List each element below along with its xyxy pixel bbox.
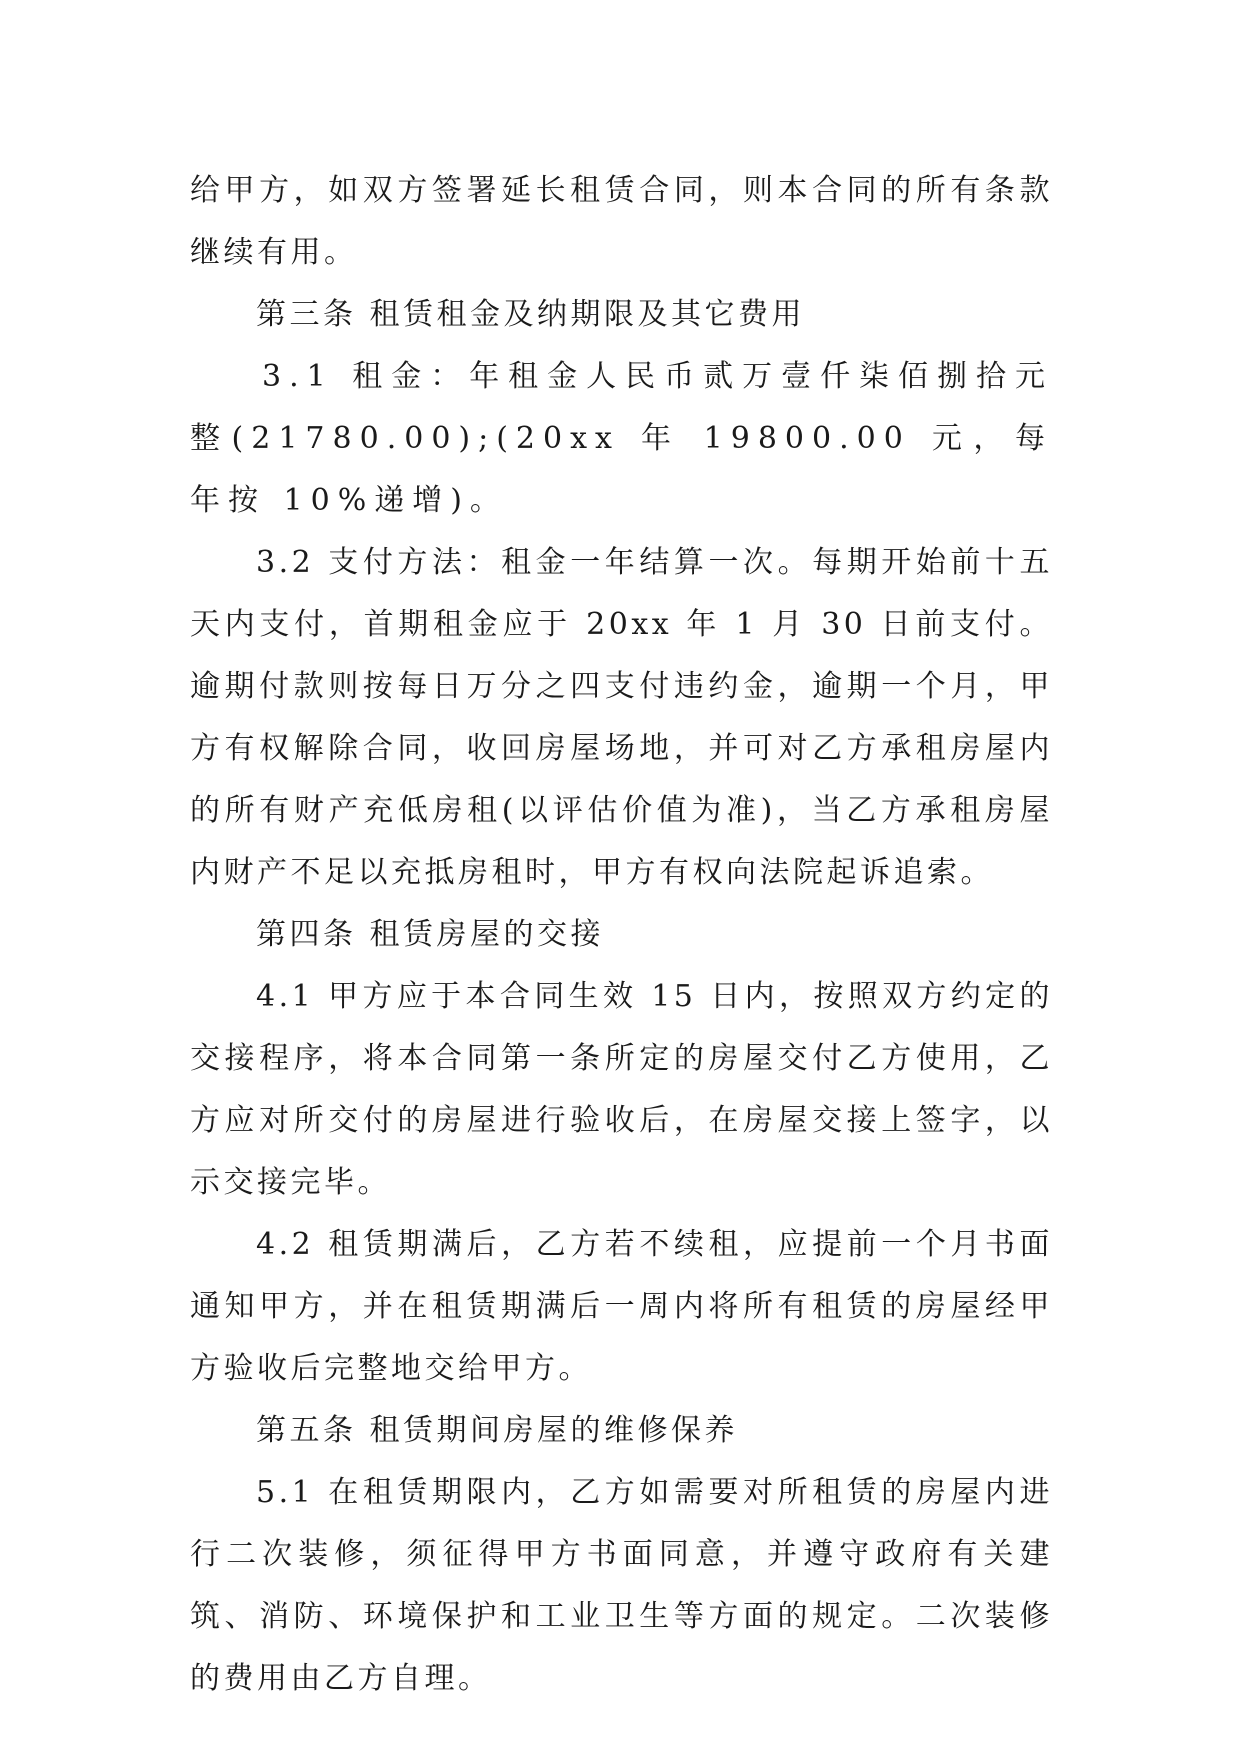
- clause-4-1: 4.1 甲方应于本合同生效 15 日内，按照双方约定的交接程序，将本合同第一条所定的房屋交付乙方使用，乙方应对所交付的房屋进行验收后，在房屋交接上签字，以示交接完毕。: [190, 979, 1053, 1200]
- clause-3-2: 3.2 支付方法：租金一年结算一次。每期开始前十五天内支付，首期租金应于 20xx 年 1 月 30 日前支付。逾期付款则按每日万分之四支付违约金，逾期一个月，甲方有权解除合同，收回房屋场地，并可对乙方承租房屋内的所有财产充低房租(以评估价值为准)，当乙方承租房屋内财产不足以充抵房租时，甲方有权向法院起诉追索。: [190, 545, 1053, 890]
- document-body: [190, 160, 1053, 1710]
- article-3-heading: 第三条 租赁租金及纳期限及其它费用: [256, 297, 806, 332]
- article-4-heading: 第四条 租赁房屋的交接: [256, 917, 605, 952]
- article-5-heading: 第五条 租赁期间房屋的维修保养: [256, 1413, 739, 1448]
- clause-4-2: 4.2 租赁期满后，乙方若不续租，应提前一个月书面通知甲方，并在租赁期满后一周内将所有租赁的房屋经甲方验收后完整地交给甲方。: [190, 1227, 1053, 1386]
- clause-3-1: 3.1 租金：年租金人民币贰万壹仟柒佰捌拾元整(21780.00);(20xx 年 19800.00 元，每年按 10%递增)。: [190, 359, 1053, 518]
- paragraph-continuation: 给甲方，如双方签署延长租赁合同，则本合同的所有条款继续有用。: [190, 173, 1053, 270]
- clause-5-1: 5.1 在租赁期限内，乙方如需要对所租赁的房屋内进行二次装修，须征得甲方书面同意，并遵守政府有关建筑、消防、环境保护和工业卫生等方面的规定。二次装修的费用由乙方自理。: [190, 1475, 1053, 1696]
